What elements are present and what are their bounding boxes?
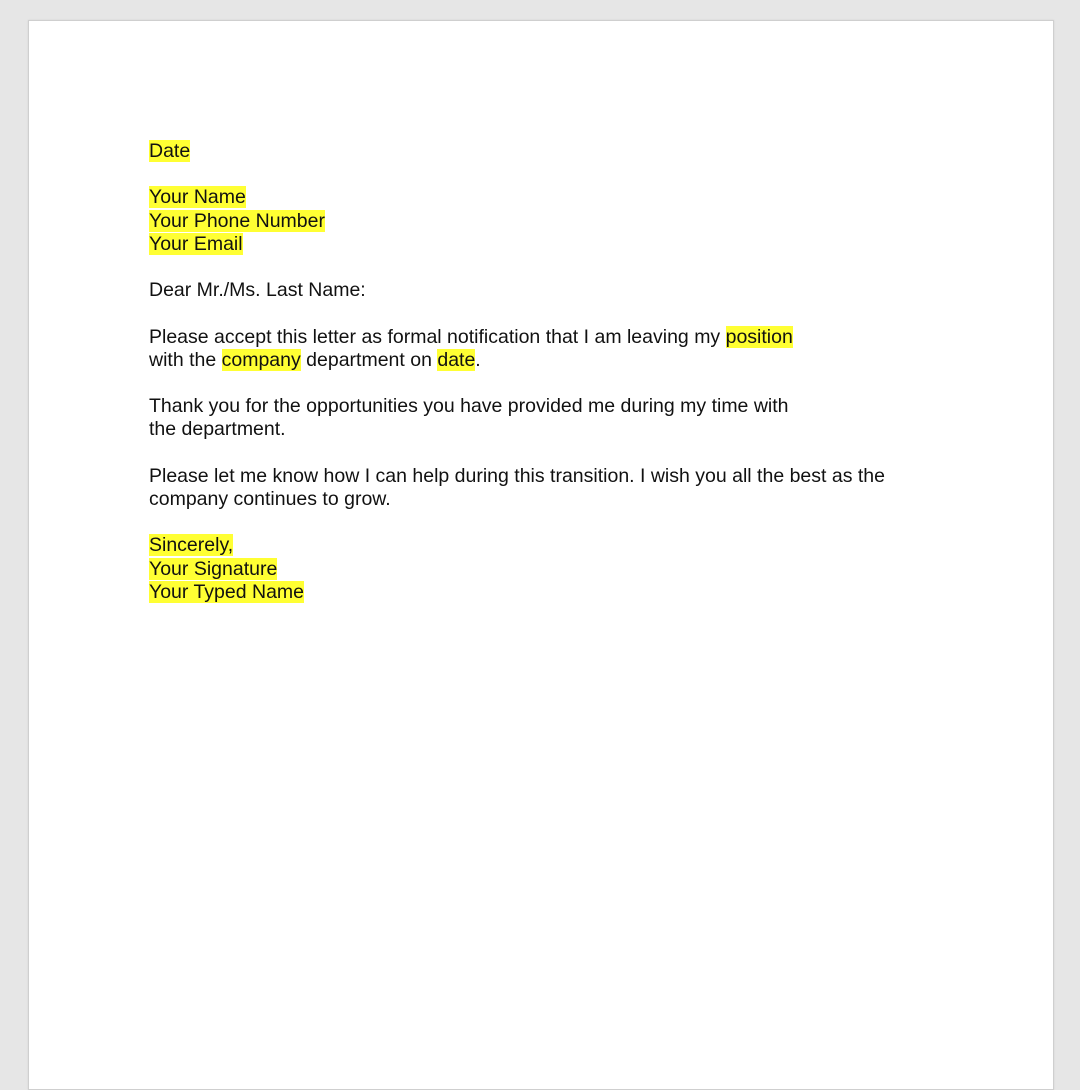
typed-name-placeholder: Your Typed Name bbox=[149, 580, 305, 603]
date-line bbox=[149, 140, 949, 163]
closing-line bbox=[149, 534, 949, 557]
spacer bbox=[149, 256, 949, 279]
position-placeholder: position bbox=[725, 325, 793, 348]
paragraph-1-line-1 bbox=[149, 326, 949, 349]
sender-phone-line bbox=[149, 210, 949, 233]
spacer bbox=[149, 163, 949, 186]
spacer bbox=[149, 302, 949, 325]
sender-email-line bbox=[149, 233, 949, 256]
document-page bbox=[28, 20, 1054, 1090]
typed-name-line bbox=[149, 581, 949, 604]
sender-name-placeholder: Your Name bbox=[149, 186, 246, 209]
paragraph-1-text: with the bbox=[149, 348, 222, 371]
spacer bbox=[149, 372, 949, 395]
spacer bbox=[149, 511, 949, 534]
company-placeholder: company bbox=[221, 348, 301, 371]
paragraph-1-text: Please accept this letter as formal notification that I am leaving my bbox=[149, 325, 726, 348]
paragraph-2-line-1: Thank you for the opportunities you have provided me during my time with bbox=[149, 395, 789, 418]
letter-body[interactable] bbox=[149, 140, 949, 604]
signature-line bbox=[149, 558, 949, 581]
paragraph-3-line-2: company continues to grow. bbox=[149, 487, 391, 510]
paragraph-3-line-1: Please let me know how I can help during this transition. I wish you all the best as the bbox=[149, 464, 885, 487]
date-placeholder: Date bbox=[149, 140, 191, 162]
paragraph-2-line-2: the department. bbox=[149, 418, 286, 441]
sender-name-line bbox=[149, 186, 949, 209]
paragraph-1-text: . bbox=[475, 348, 481, 371]
salutation: Dear Mr./Ms. Last Name: bbox=[149, 279, 366, 302]
paragraph-1-text: department on bbox=[300, 348, 438, 371]
spacer bbox=[149, 442, 949, 465]
sender-email-placeholder: Your Email bbox=[149, 232, 243, 255]
closing-placeholder: Sincerely, bbox=[149, 534, 234, 557]
sender-phone-placeholder: Your Phone Number bbox=[149, 209, 325, 232]
paragraph-1-line-2 bbox=[149, 349, 949, 372]
leaving-date-placeholder: date bbox=[437, 348, 476, 371]
signature-placeholder: Your Signature bbox=[149, 557, 278, 580]
